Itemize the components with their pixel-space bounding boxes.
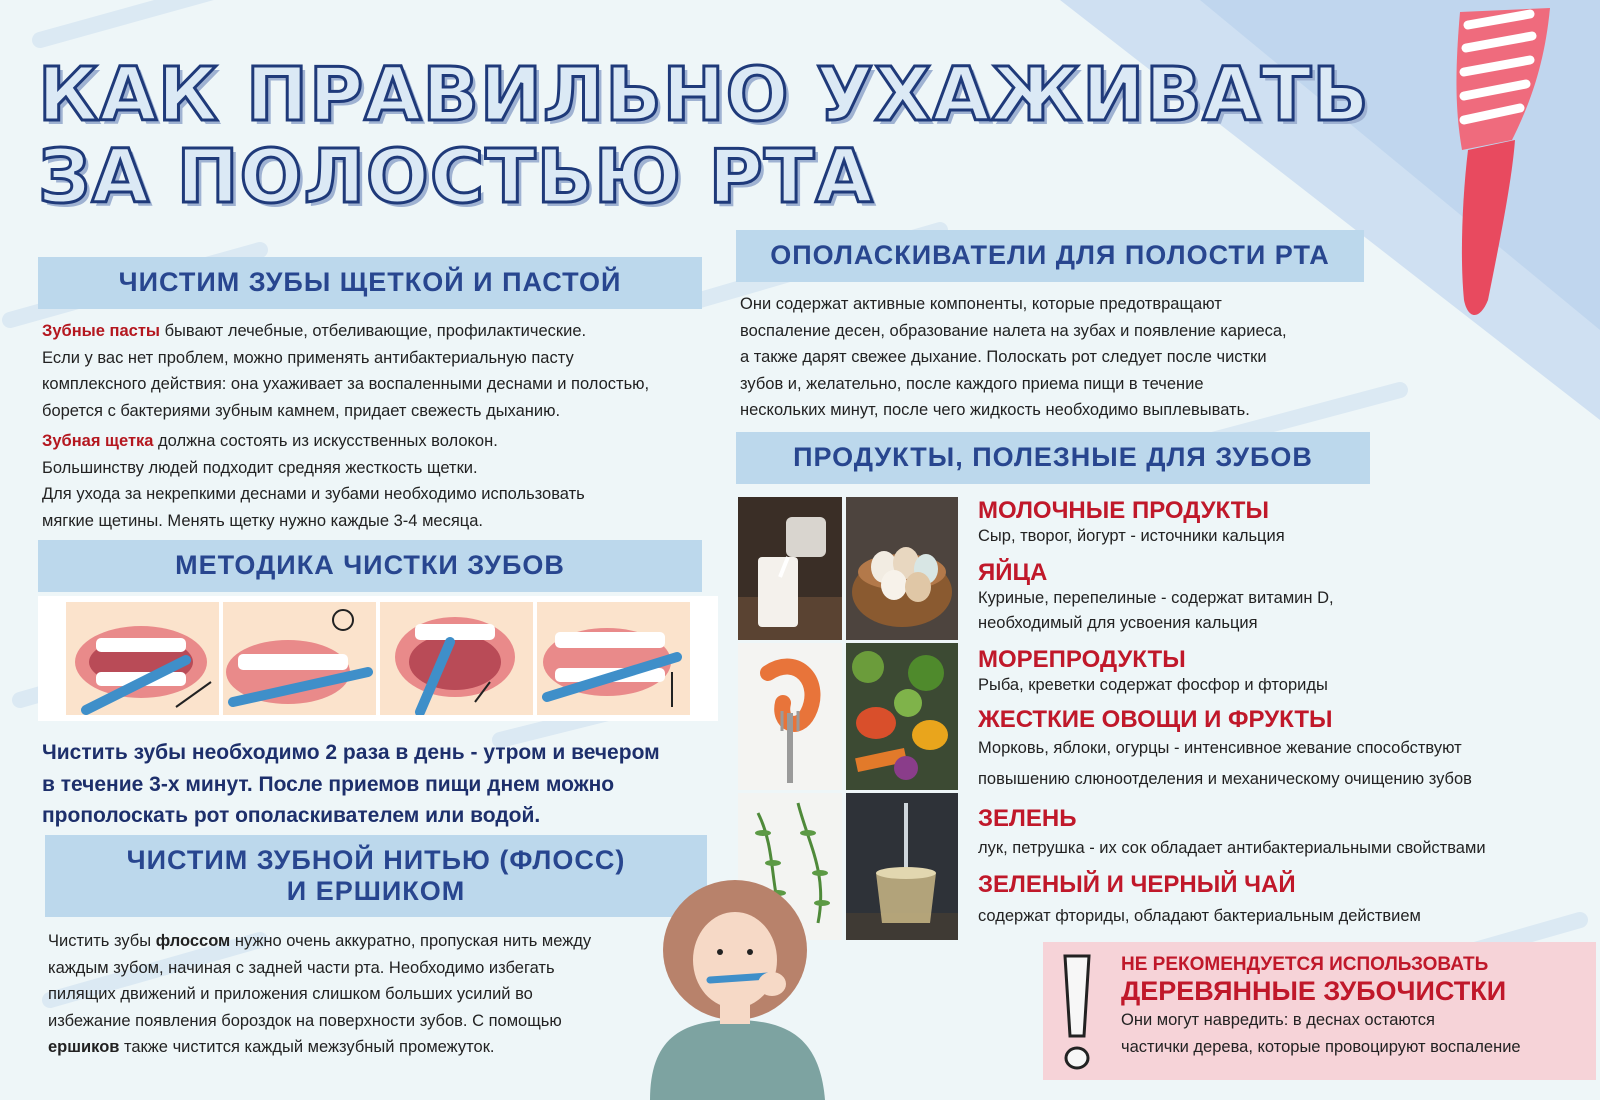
- food-title-dairy: МОЛОЧНЫЕ ПРОДУКТЫ: [978, 497, 1269, 524]
- rule-line-1: Чистить зубы необходимо 2 раза в день - утром и вечером: [42, 741, 660, 764]
- brushing-brush-text: [42, 428, 722, 534]
- food-desc-dairy: Сыр, творог, йогурт - источники кальция: [978, 527, 1285, 546]
- brushing-rule-text: [42, 737, 722, 832]
- warning-box: [1043, 942, 1596, 1080]
- food-title-tea: ЗЕЛЕНЫЙ И ЧЕРНЫЙ ЧАЙ: [978, 871, 1296, 898]
- step-1-illustration: [66, 602, 219, 715]
- step-2-illustration: [223, 602, 376, 715]
- floss-line-1a: Чистить зубы: [48, 932, 156, 950]
- brushing-steps-illustration: [38, 596, 718, 721]
- section-header-rinse: ОПОЛАСКИВАТЕЛИ ДЛЯ ПОЛОСТИ РТА: [736, 230, 1364, 282]
- section-header-floss: [45, 835, 707, 917]
- floss-line-2: каждым зубом, начиная с задней части рта. Необходимо избегать: [48, 958, 555, 977]
- brushing-paste-text: [42, 318, 722, 424]
- eggs-photo: [846, 497, 958, 640]
- page-title-line-2: ЗА ПОЛОСТЬЮ РТА: [38, 134, 874, 220]
- section-header-brushing: ЧИСТИМ ЗУБЫ ЩЕТКОЙ И ПАСТОЙ: [38, 257, 702, 309]
- food-item-greens: [978, 806, 1588, 861]
- shrimp-photo: [738, 643, 842, 790]
- vegetables-photo: [846, 643, 958, 790]
- food-desc-vegetables-2: повышению слюноотделения и механическому очищению зубов: [978, 770, 1472, 789]
- food-title-seafood: МОРЕПРОДУКТЫ: [978, 646, 1186, 673]
- warning-top-text: НЕ РЕКОМЕНДУЕТСЯ ИСПОЛЬЗОВАТЬ: [1121, 954, 1489, 975]
- step-4-illustration: [537, 602, 690, 715]
- food-desc-eggs-1: Куриные, перепелиные - содержат витамин D,: [978, 589, 1334, 608]
- warning-line-2: частички дерева, которые провоцируют воспаление: [1121, 1038, 1521, 1056]
- food-item-seafood: [978, 647, 1588, 698]
- rule-line-2: в течение 3-х минут. После приемов пищи днем можно: [42, 772, 615, 796]
- food-item-dairy: [978, 498, 1588, 549]
- rule-line-3: прополоскать рот ополаскивателем или водой.: [42, 804, 541, 827]
- floss-line-3: пилящих движений и приложения слишком больших усилий во: [48, 985, 533, 1003]
- woman-brushing-illustration: [640, 880, 840, 1100]
- rinse-line-2: воспаление десен, образование налета на зубах и появление кариеса,: [740, 321, 1287, 340]
- paste-line-4: борется с бактериями зубным камнем, придает свежесть дыханию.: [42, 401, 561, 420]
- food-item-tea: [978, 872, 1588, 929]
- paste-line-3: комплексного действия: она ухаживает за воспаленными деснами и полостью,: [42, 375, 650, 393]
- brush-line-2: Большинству людей подходит средняя жесткость щетки.: [42, 458, 478, 477]
- floss-line-1c: нужно очень аккуратно, пропуская нить между: [230, 932, 592, 950]
- food-desc-greens: лук, петрушка - их сок обладает антибактериальными свойствами: [978, 839, 1486, 858]
- rinse-line-3: а также дарят свежее дыхание. Полоскать рот следует после чистки: [740, 348, 1267, 366]
- paste-line-1: бывают лечебные, отбеливающие, профилактические.: [160, 322, 587, 340]
- brush-term: Зубная щетка: [42, 432, 154, 450]
- rinse-text: [740, 291, 1380, 424]
- floss-text: [48, 928, 688, 1061]
- milk-photo: [738, 497, 842, 640]
- brush-line-3: Для ухода за некрепкими деснами и зубами необходимо использовать: [42, 485, 585, 503]
- food-desc-seafood: Рыба, креветки содержат фосфор и фториды: [978, 676, 1328, 695]
- section-header-foods: ПРОДУКТЫ, ПОЛЕЗНЫЕ ДЛЯ ЗУБОВ: [736, 432, 1370, 484]
- rinse-line-1: Они содержат активные компоненты, которые предотвращают: [740, 295, 1222, 313]
- floss-header-line-2: И ЕРШИКОМ: [286, 876, 466, 906]
- step-3-illustration: [380, 602, 533, 715]
- toothbrush-illustration: [1420, 0, 1600, 330]
- brush-line-1: должна состоять из искусственных волокон.: [153, 432, 498, 450]
- food-desc-vegetables-1: Морковь, яблоки, огурцы - интенсивное жевание способствуют: [978, 739, 1462, 758]
- tea-photo: [846, 793, 958, 940]
- paste-term: Зубные пасты: [42, 322, 161, 340]
- food-title-greens: ЗЕЛЕНЬ: [978, 805, 1077, 832]
- rinse-line-5: нескольких минут, после чего жидкость необходимо выплевывать.: [740, 401, 1250, 419]
- warning-headline: ДЕРЕВЯННЫЕ ЗУБОЧИСТКИ: [1121, 976, 1507, 1006]
- food-desc-eggs-2: необходимый для усвоения кальция: [978, 614, 1258, 633]
- rinse-line-4: зубов и, желательно, после каждого приема пищи в течение: [740, 374, 1204, 393]
- floss-term: флоссом: [155, 932, 231, 950]
- paste-line-2: Если у вас нет проблем, можно применять антибактериальную пасту: [42, 348, 574, 367]
- food-item-eggs: [978, 560, 1588, 636]
- floss-line-4: избежание появления бороздок на поверхности зубов. С помощью: [48, 1011, 562, 1030]
- food-title-vegetables: ЖЕСТКИЕ ОВОЩИ И ФРУКТЫ: [978, 706, 1333, 733]
- section-header-technique: МЕТОДИКА ЧИСТКИ ЗУБОВ: [38, 540, 702, 592]
- floss-line-5b: также чистится каждый межзубный промежуток.: [119, 1038, 495, 1056]
- brush-line-4: мягкие щетины. Менять щетку нужно каждые 3-4 месяца.: [42, 511, 483, 530]
- warning-line-1: Они могут навредить: в деснах остаются: [1121, 1011, 1435, 1029]
- floss-header-line-1: ЧИСТИМ ЗУБНОЙ НИТЬЮ (ФЛОСС): [126, 844, 626, 875]
- brush-interdental-term: ершиков: [48, 1038, 120, 1056]
- food-desc-tea: содержат фториды, обладают бактериальным действием: [978, 907, 1421, 926]
- page-title-line-1: КАК ПРАВИЛЬНО УХАЖИВАТЬ: [38, 52, 1370, 138]
- exclamation-icon: [1057, 950, 1097, 1072]
- food-title-eggs: ЯЙЦА: [978, 559, 1048, 586]
- food-item-vegetables: [978, 707, 1588, 795]
